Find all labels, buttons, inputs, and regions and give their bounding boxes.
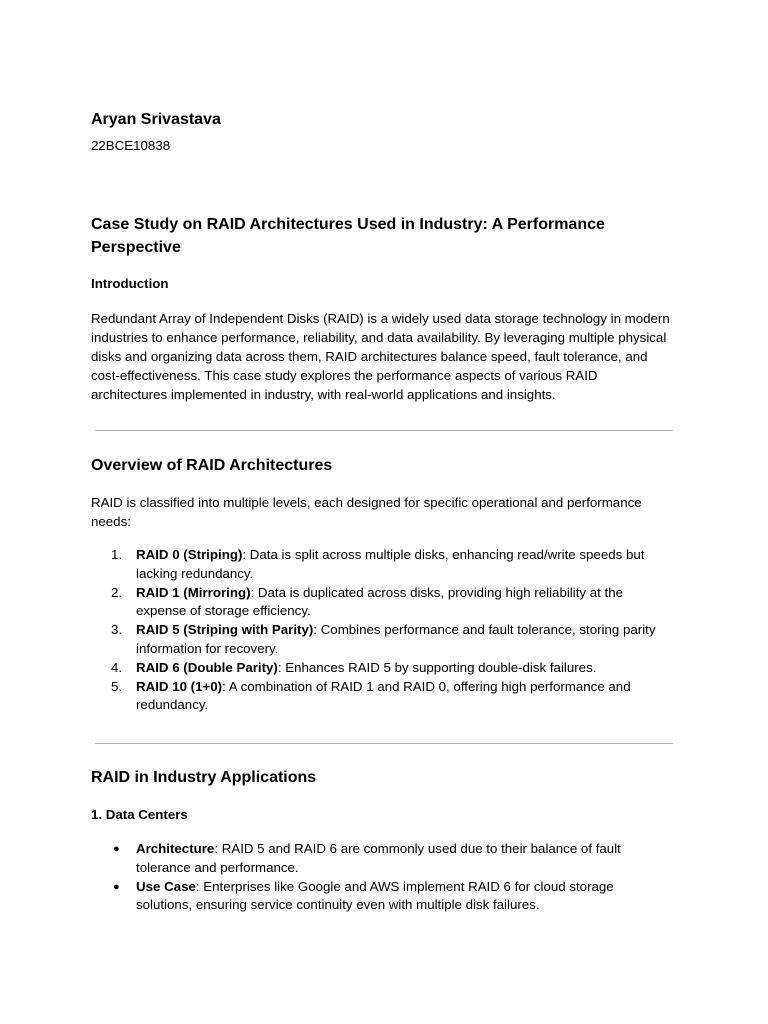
list-desc: : Enterprises like Google and AWS implement RAID 6 for cloud storage solutions, ensuring service continuity even with multiple disk failures. [136, 878, 614, 913]
introduction-paragraph: Redundant Array of Independent Disks (RAID) is a widely used data storage technology in modern industries to enhance performance, reliability, and data availability. By leveraging multiple physical disks and organizing data across them, RAID architectures balance speed, fault tolerance, and cost-effectiveness. This case study explores the performance aspects of various RAID architectures implemented in industry, with real-world applications and insights. [91, 311, 670, 402]
list-desc: : RAID 5 and RAID 6 are commonly used due to their balance of fault tolerance and performance. [136, 841, 621, 875]
section-divider [95, 430, 673, 431]
list-desc: : Enhances RAID 5 by supporting double-disk failures. [277, 659, 597, 675]
document-title: Case Study on RAID Architectures Used in Industry: A Performance Perspective [91, 216, 605, 256]
section-divider [95, 743, 673, 744]
list-term: RAID 0 (Striping) [136, 547, 243, 562]
list-item [91, 678, 671, 716]
overview-paragraph: RAID is classified into multiple levels, each designed for specific operational and performance needs: [91, 495, 642, 529]
list-item [91, 840, 671, 878]
list-desc: : Data is duplicated across disks, providing high reliability at the expense of storage efficiency. [136, 584, 624, 619]
industry-heading: RAID in Industry Applications [91, 769, 317, 786]
list-number: 4. [111, 659, 123, 675]
overview-heading: Overview of RAID Architectures [91, 457, 333, 474]
list-term: RAID 6 (Double Parity) [136, 659, 278, 675]
list-number: 2. [111, 584, 123, 600]
list-desc: : Data is split across multiple disks, enhancing read/write speeds but lacking redundancy. [136, 547, 645, 581]
list-term: Architecture [136, 841, 215, 856]
list-item [91, 546, 671, 584]
list-item [91, 584, 671, 622]
bullet-icon: ● [113, 880, 120, 893]
list-term: RAID 1 (Mirroring) [136, 584, 251, 600]
list-number: 3. [111, 622, 123, 638]
data-centers-list [91, 840, 671, 915]
list-term: Use Case [136, 878, 196, 894]
list-desc: : A combination of RAID 1 and RAID 0, offering high performance and redundancy. [136, 678, 631, 713]
list-item [91, 878, 671, 916]
raid-levels-list [91, 546, 671, 715]
data-centers-heading: 1. Data Centers [91, 807, 188, 822]
student-id: 22BCE10838 [91, 138, 171, 153]
introduction-heading: Introduction [91, 276, 169, 291]
list-item [91, 621, 671, 659]
author-name: Aryan Srivastava [91, 111, 221, 128]
bullet-icon: ● [113, 843, 120, 855]
list-number: 5. [111, 678, 123, 694]
list-term: RAID 10 (1+0) [136, 678, 223, 694]
list-item [91, 659, 671, 678]
list-term: RAID 5 (Striping with Parity) [136, 622, 314, 638]
list-desc: : Combines performance and fault tolerance, storing parity information for recovery. [136, 622, 656, 656]
list-number: 1. [111, 547, 123, 562]
